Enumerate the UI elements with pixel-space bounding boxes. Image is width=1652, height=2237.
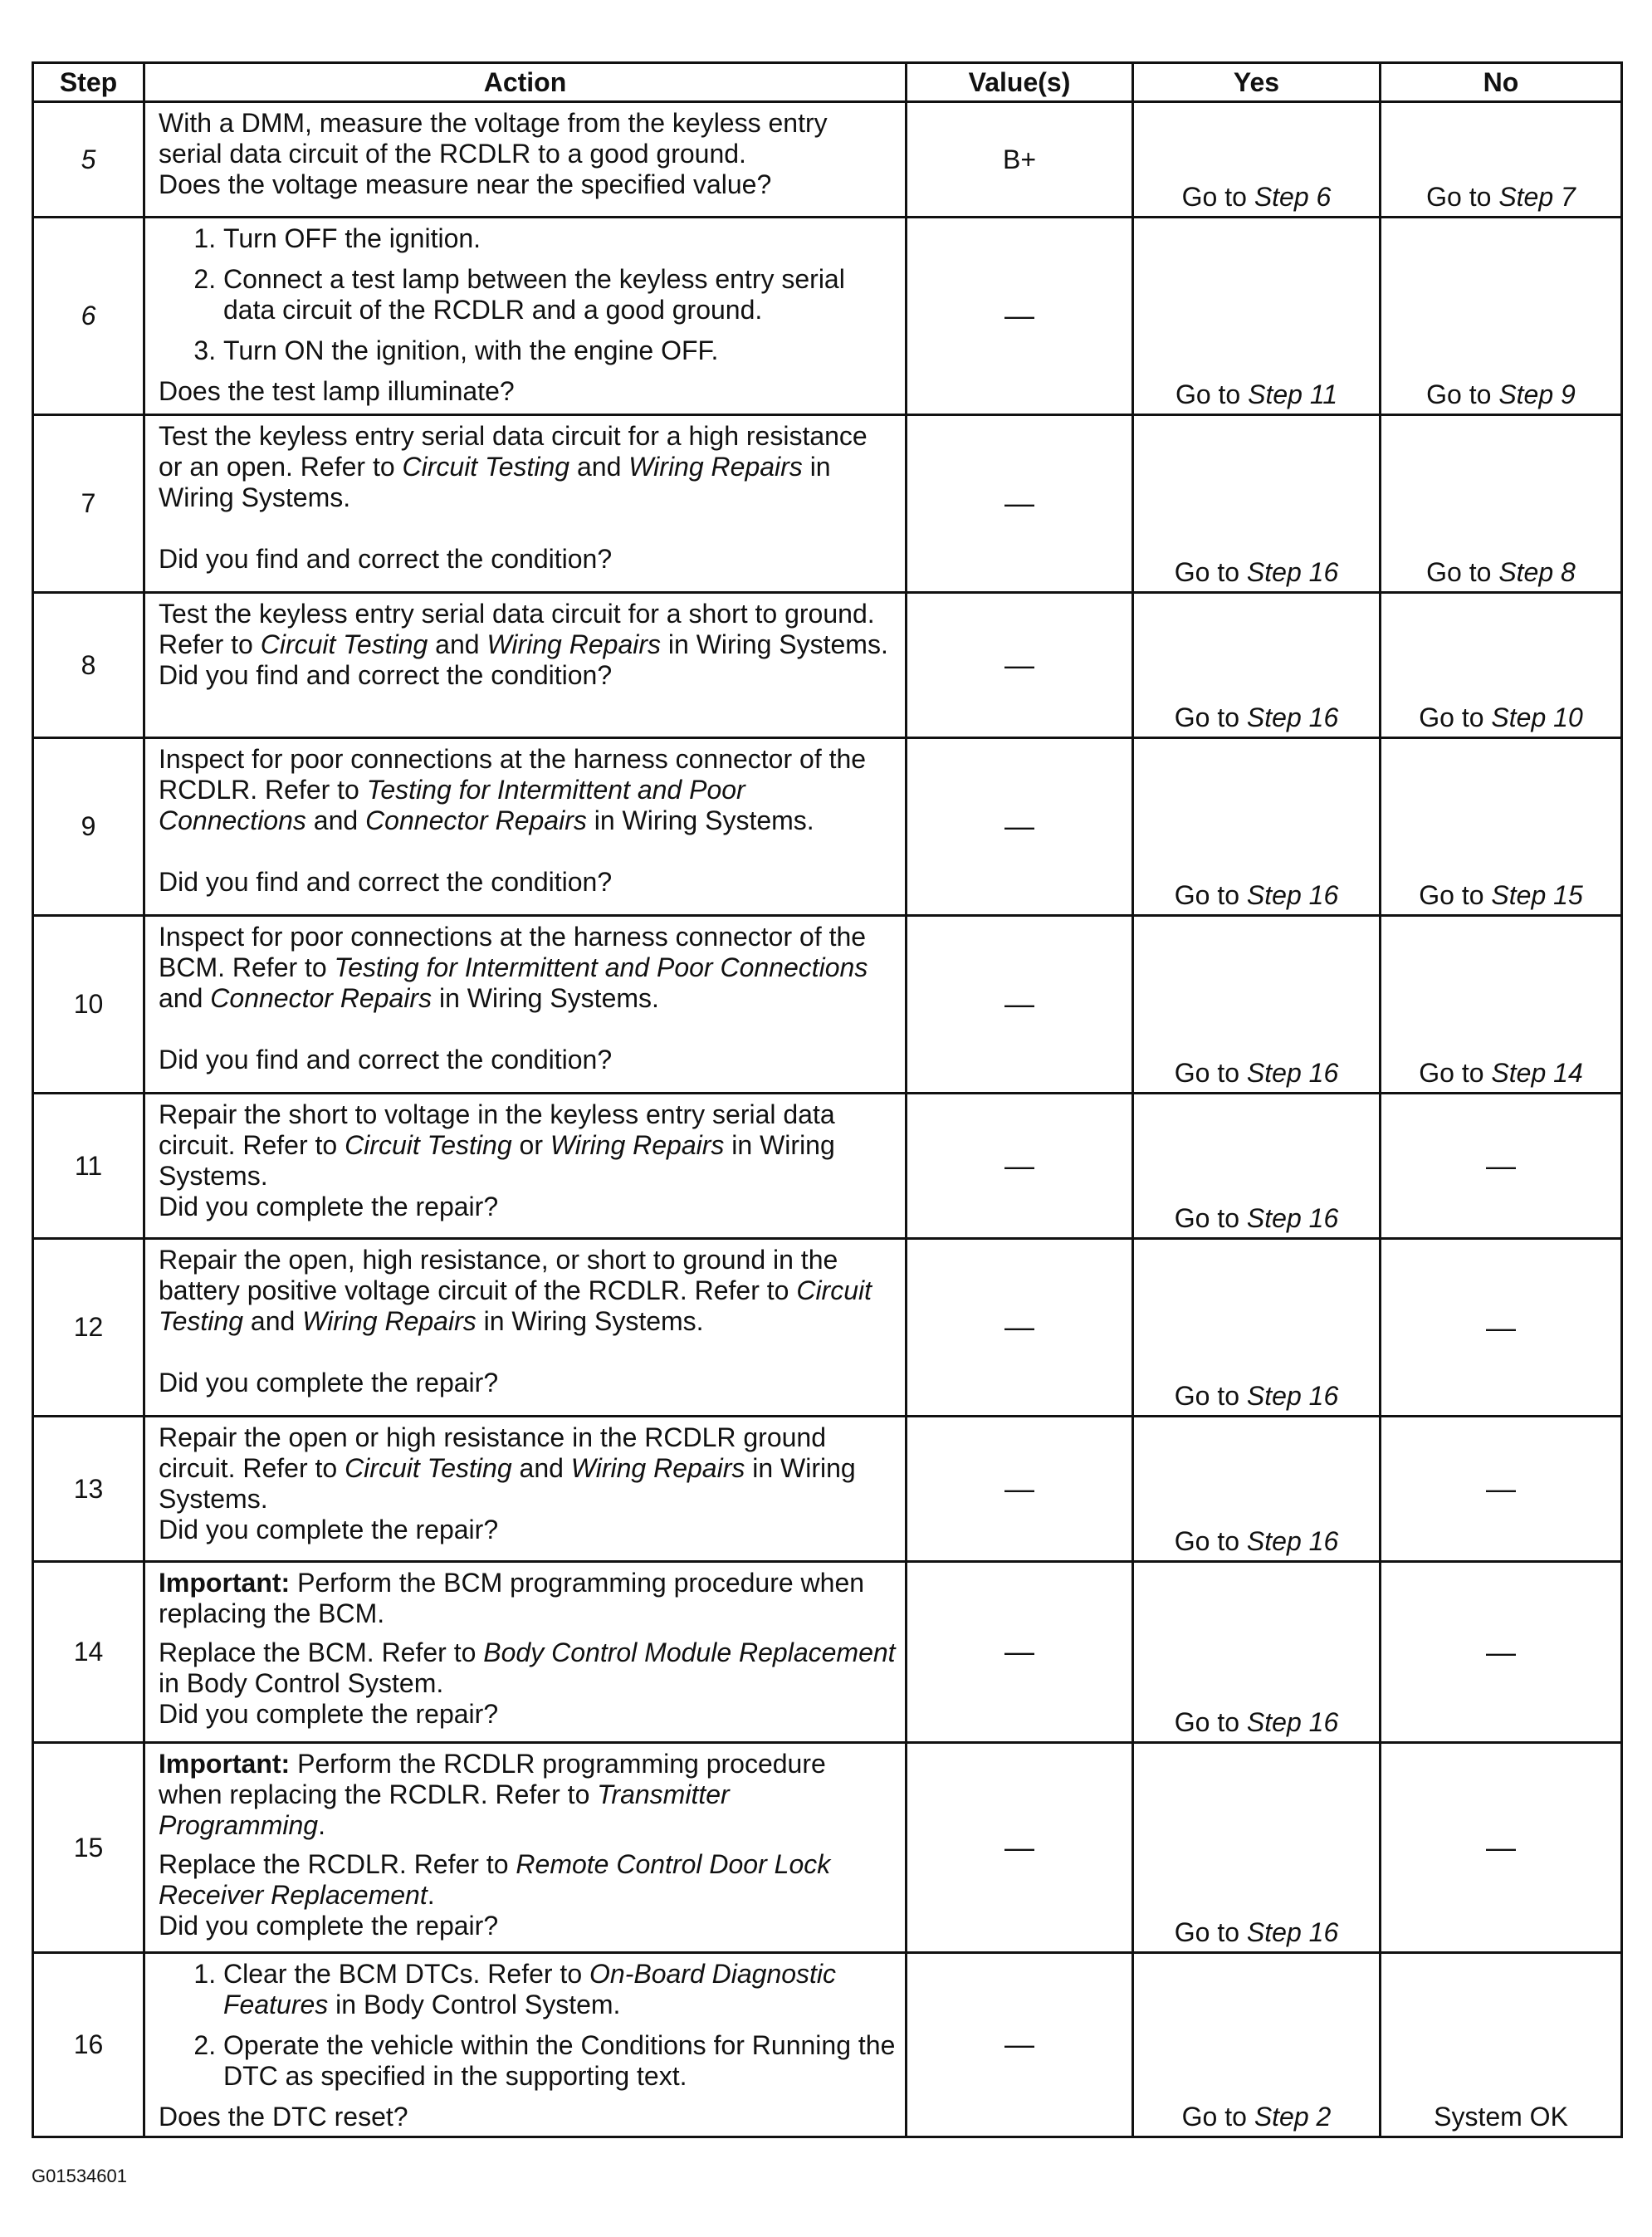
no-cell [1381, 916, 1622, 1094]
yes-step-link[interactable]: Step 2 [1254, 2102, 1332, 2132]
value-cell [907, 738, 1133, 916]
action-cell [144, 593, 907, 738]
yes-prefix: Go to [1174, 1058, 1247, 1088]
important-label: Important: [159, 1568, 291, 1598]
yes-prefix: Go to [1181, 182, 1254, 212]
table-row [33, 218, 1622, 415]
action-text [159, 1245, 872, 1336]
action-text-part: in Wiring Systems. [159, 1453, 856, 1514]
yes-step-link[interactable]: Step 16 [1246, 1203, 1339, 1233]
yes-prefix: Go to [1174, 880, 1247, 910]
action-question: Did you complete the repair? [159, 1192, 499, 1221]
action-text-part: Inspect for poor connections at the harness connector of the BCM. Refer to [159, 922, 867, 982]
yes-cell [1133, 102, 1381, 218]
step-number: 7 [33, 415, 144, 593]
header-yes: Yes [1133, 63, 1381, 102]
no-cell [1381, 1417, 1622, 1562]
yes-cell [1133, 1562, 1381, 1743]
action-text-part: or [511, 1130, 550, 1160]
yes-prefix: Go to [1174, 702, 1247, 732]
table-row [33, 415, 1622, 593]
step-number: 6 [33, 218, 144, 415]
no-cell [1381, 1094, 1622, 1239]
important-note [159, 1568, 864, 1628]
no-step-link[interactable]: Step 7 [1498, 182, 1576, 212]
no-dash: — [1486, 1471, 1516, 1505]
step-number: 12 [33, 1239, 144, 1417]
action-text [159, 744, 866, 835]
no-step-link[interactable]: Step 14 [1491, 1058, 1583, 1088]
reference-link[interactable]: On-Board Diagnostic Features [223, 1959, 837, 2019]
action-question: Did you find and correct the condition? [159, 544, 613, 574]
value-dash: — [1004, 2027, 1034, 2061]
yes-step-link[interactable]: Step 16 [1246, 702, 1339, 732]
yes-prefix: Go to [1174, 1203, 1247, 1233]
no-dash: — [1486, 1830, 1516, 1864]
action-text-part: Repair the short to voltage in the keyless entry serial data circuit. Refer to [159, 1099, 835, 1160]
spacer [159, 1014, 897, 1045]
important-note [159, 1749, 826, 1840]
header-values: Value(s) [907, 63, 1133, 102]
procedure-text: in Body Control System. [328, 1990, 621, 2019]
yes-step-link[interactable]: Step 16 [1246, 880, 1339, 910]
value-cell [907, 415, 1133, 593]
yes-cell [1133, 738, 1381, 916]
procedure-item: 2. Connect a test lamp between the keyless entry serial data circuit of the RCDLR and a good ground. [223, 264, 897, 326]
action-text [159, 922, 868, 1013]
action-text-part: . [427, 1880, 435, 1910]
action-cell [144, 916, 907, 1094]
table-row [33, 1094, 1622, 1239]
yes-prefix: Go to [1174, 557, 1247, 587]
yes-step-link[interactable]: Step 11 [1248, 379, 1338, 409]
reference-link[interactable]: Circuit Testing [345, 1453, 512, 1483]
no-step-link[interactable]: Step 9 [1498, 379, 1576, 409]
action-text-part: in Wiring Systems. [159, 1130, 835, 1191]
action-text-part: in Wiring Systems. [661, 629, 888, 659]
table-row [33, 593, 1622, 738]
action-cell [144, 1743, 907, 1953]
yes-prefix: Go to [1174, 1707, 1247, 1737]
reference-link[interactable]: Circuit Testing [345, 1130, 512, 1160]
action-question: Did you complete the repair? [159, 1368, 499, 1398]
yes-prefix: Go to [1181, 2102, 1254, 2132]
yes-step-link[interactable]: Step 16 [1246, 1058, 1339, 1088]
reference-link[interactable]: Wiring Repairs [302, 1306, 477, 1336]
yes-cell [1133, 1417, 1381, 1562]
value-cell [907, 1953, 1133, 2137]
action-text-part: Test the keyless entry serial data circuit for a high resistance or an open. Refer to [159, 421, 868, 482]
yes-step-link[interactable]: Step 16 [1246, 557, 1339, 587]
action-text-part: Replace the BCM. Refer to [159, 1637, 484, 1667]
header-action: Action [144, 63, 907, 102]
value-cell [907, 916, 1133, 1094]
step-number: 8 [33, 593, 144, 738]
reference-link[interactable]: Circuit Testing [402, 452, 570, 482]
value-cell [907, 218, 1133, 415]
action-question: Did you find and correct the condition? [159, 660, 613, 690]
value-dash: — [1004, 1471, 1034, 1505]
important-label: Important: [159, 1749, 291, 1779]
reference-link[interactable]: Testing for Intermittent and Poor Connections [334, 952, 868, 982]
no-cell [1381, 1743, 1622, 1953]
value-cell [907, 1094, 1133, 1239]
yes-cell [1133, 218, 1381, 415]
yes-cell [1133, 916, 1381, 1094]
reference-link[interactable]: Wiring Repairs [550, 1130, 725, 1160]
no-prefix: Go to [1426, 557, 1499, 587]
reference-link[interactable]: Connector Repairs [210, 983, 433, 1013]
yes-step-link[interactable]: Step 16 [1246, 1381, 1339, 1411]
value-dash: — [1004, 486, 1034, 520]
yes-step-link[interactable]: Step 16 [1246, 1917, 1339, 1947]
yes-cell [1133, 1953, 1381, 2137]
procedure-item: 3. Turn ON the ignition, with the engine OFF. [223, 335, 897, 366]
header-row [33, 63, 1622, 102]
no-cell [1381, 415, 1622, 593]
no-cell [1381, 1562, 1622, 1743]
value-dash: — [1004, 1148, 1034, 1182]
action-text [159, 1637, 897, 1699]
table-row [33, 738, 1622, 916]
yes-cell [1133, 1239, 1381, 1417]
value-cell [907, 1743, 1133, 1953]
action-text: With a DMM, measure the voltage from the keyless entry serial data circuit of the RCDLR to a good ground. [159, 108, 828, 169]
important-text-end: . [318, 1810, 325, 1840]
action-text-part: Repair the open or high resistance in the RCDLR ground circuit. Refer to [159, 1422, 827, 1483]
reference-link[interactable]: Transmitter Programming [159, 1779, 730, 1840]
action-text-part: Test the keyless entry serial data circuit for a short to ground. Refer to [159, 599, 875, 659]
no-step-link[interactable]: Step 10 [1491, 702, 1583, 732]
no-cell: System OK [1381, 1953, 1622, 2137]
action-text-part: in Body Control System. [159, 1668, 444, 1698]
header-step: Step [33, 63, 144, 102]
reference-link[interactable]: Wiring Repairs [486, 629, 661, 659]
step-number: 5 [33, 102, 144, 218]
action-question: Does the DTC reset? [159, 2102, 408, 2132]
table-row [33, 1743, 1622, 1953]
no-prefix: Go to [1426, 379, 1499, 409]
no-cell [1381, 1239, 1622, 1417]
action-cell [144, 1094, 907, 1239]
action-cell [144, 1562, 907, 1743]
no-cell [1381, 102, 1622, 218]
yes-prefix: Go to [1174, 1526, 1247, 1556]
reference-link[interactable]: Circuit Testing [260, 629, 428, 659]
value-cell: B+ [907, 102, 1133, 218]
action-text-part: Inspect for poor connections at the harness connector of the RCDLR. Refer to [159, 744, 867, 805]
action-cell [144, 1239, 907, 1417]
yes-step-link[interactable]: Step 16 [1246, 1707, 1339, 1737]
action-cell [144, 415, 907, 593]
figure-id: G01534601 [32, 2166, 127, 2186]
procedure-item: 1. Turn OFF the ignition. [223, 223, 897, 254]
no-dash: — [1486, 1309, 1516, 1344]
important-text: Perform the RCDLR programming procedure when replacing the RCDLR. Refer to [159, 1749, 826, 1809]
value-cell [907, 1417, 1133, 1562]
action-text-part: and [305, 805, 366, 835]
action-text [159, 1849, 897, 1911]
action-text-part: and [159, 983, 211, 1013]
action-text [159, 421, 868, 512]
no-prefix: Go to [1419, 1058, 1492, 1088]
diagnostic-table [32, 61, 1623, 2138]
yes-step-link[interactable]: Step 6 [1254, 182, 1332, 212]
table-row [33, 1953, 1622, 2137]
table-row [33, 916, 1622, 1094]
action-question: Does the voltage measure near the specified value? [159, 169, 772, 199]
value-dash: — [1004, 1309, 1034, 1344]
table-row [33, 1239, 1622, 1417]
yes-cell [1133, 593, 1381, 738]
no-prefix: Go to [1426, 182, 1499, 212]
value-dash: — [1004, 298, 1034, 332]
step-number: 16 [33, 1953, 144, 2137]
action-cell [144, 102, 907, 218]
action-text-part: in Wiring Systems. [586, 805, 814, 835]
procedure-text: Clear the BCM DTCs. Refer to [223, 1959, 589, 1989]
value-dash: — [1004, 1634, 1034, 1668]
action-text-part: in Wiring Systems. [159, 452, 831, 512]
value-dash: — [1004, 986, 1034, 1021]
reference-link[interactable]: Wiring Repairs [570, 1453, 745, 1483]
reference-link[interactable]: Circuit Testing [159, 1275, 872, 1336]
spacer [159, 836, 897, 867]
action-cell [144, 738, 907, 916]
table-row [33, 1417, 1622, 1562]
step-number: 11 [33, 1094, 144, 1239]
action-text [159, 1099, 835, 1191]
procedure-item: 2. Operate the vehicle within the Conditions for Running the DTC as specified in the supporting text. [223, 2030, 897, 2092]
step-number: 10 [33, 916, 144, 1094]
value-cell [907, 1239, 1133, 1417]
step-number: 14 [33, 1562, 144, 1743]
no-step-link[interactable]: Step 8 [1498, 557, 1576, 587]
no-prefix: Go to [1419, 702, 1492, 732]
spacer [159, 1337, 897, 1368]
no-cell [1381, 218, 1622, 415]
step-number: 15 [33, 1743, 144, 1953]
yes-prefix: Go to [1175, 379, 1249, 409]
no-cell [1381, 593, 1622, 738]
table-row [33, 102, 1622, 218]
action-question: Does the test lamp illuminate? [159, 376, 515, 406]
action-text-part: in Wiring Systems. [432, 983, 659, 1013]
reference-link[interactable]: Body Control Module Replacement [483, 1637, 896, 1667]
procedure-item [223, 1959, 897, 2020]
yes-step-link[interactable]: Step 16 [1246, 1526, 1339, 1556]
action-text-part: and [428, 629, 487, 659]
table-row [33, 1562, 1622, 1743]
action-cell [144, 1417, 907, 1562]
important-text: Perform the BCM programming procedure when replacing the BCM. [159, 1568, 865, 1628]
spacer [159, 513, 897, 544]
action-text [159, 1422, 856, 1514]
header-no: No [1381, 63, 1622, 102]
reference-link[interactable]: Wiring Repairs [628, 452, 803, 482]
action-question: Did you complete the repair? [159, 1911, 499, 1941]
no-prefix: Go to [1419, 880, 1492, 910]
value-dash: — [1004, 647, 1034, 682]
action-cell [144, 218, 907, 415]
procedure-list [159, 1959, 897, 2092]
action-text-part: Repair the open, high resistance, or short to ground in the battery positive voltage circuit of the RCDLR. Refer to [159, 1245, 838, 1305]
action-question: Did you find and correct the condition? [159, 867, 613, 897]
action-text-part: in Wiring Systems. [476, 1306, 704, 1336]
no-cell [1381, 738, 1622, 916]
action-text-part: and [569, 452, 629, 482]
step-number: 13 [33, 1417, 144, 1562]
action-cell [144, 1953, 907, 2137]
action-text-part: and [243, 1306, 303, 1336]
value-dash: — [1004, 809, 1034, 843]
value-dash: — [1004, 1829, 1034, 1864]
reference-link[interactable]: Connector Repairs [365, 805, 587, 835]
value-cell [907, 593, 1133, 738]
action-question: Did you complete the repair? [159, 1515, 499, 1544]
no-dash: — [1486, 1634, 1516, 1669]
action-text [159, 599, 888, 659]
procedure-list [159, 223, 897, 366]
yes-cell [1133, 1743, 1381, 1953]
yes-cell [1133, 1094, 1381, 1239]
value-cell [907, 1562, 1133, 1743]
no-step-link[interactable]: Step 15 [1491, 880, 1583, 910]
yes-cell [1133, 415, 1381, 593]
yes-prefix: Go to [1174, 1917, 1247, 1947]
yes-prefix: Go to [1174, 1381, 1247, 1411]
reference-link[interactable]: Remote Control Door Lock Receiver Replacement [159, 1849, 831, 1910]
reference-link[interactable]: Testing for Intermittent and Poor Connections [159, 775, 745, 835]
action-question: Did you find and correct the condition? [159, 1045, 613, 1074]
no-dash: — [1486, 1148, 1516, 1182]
action-question: Did you complete the repair? [159, 1699, 499, 1729]
step-number: 9 [33, 738, 144, 916]
action-text-part: and [511, 1453, 571, 1483]
action-text-part: Replace the RCDLR. Refer to [159, 1849, 516, 1879]
